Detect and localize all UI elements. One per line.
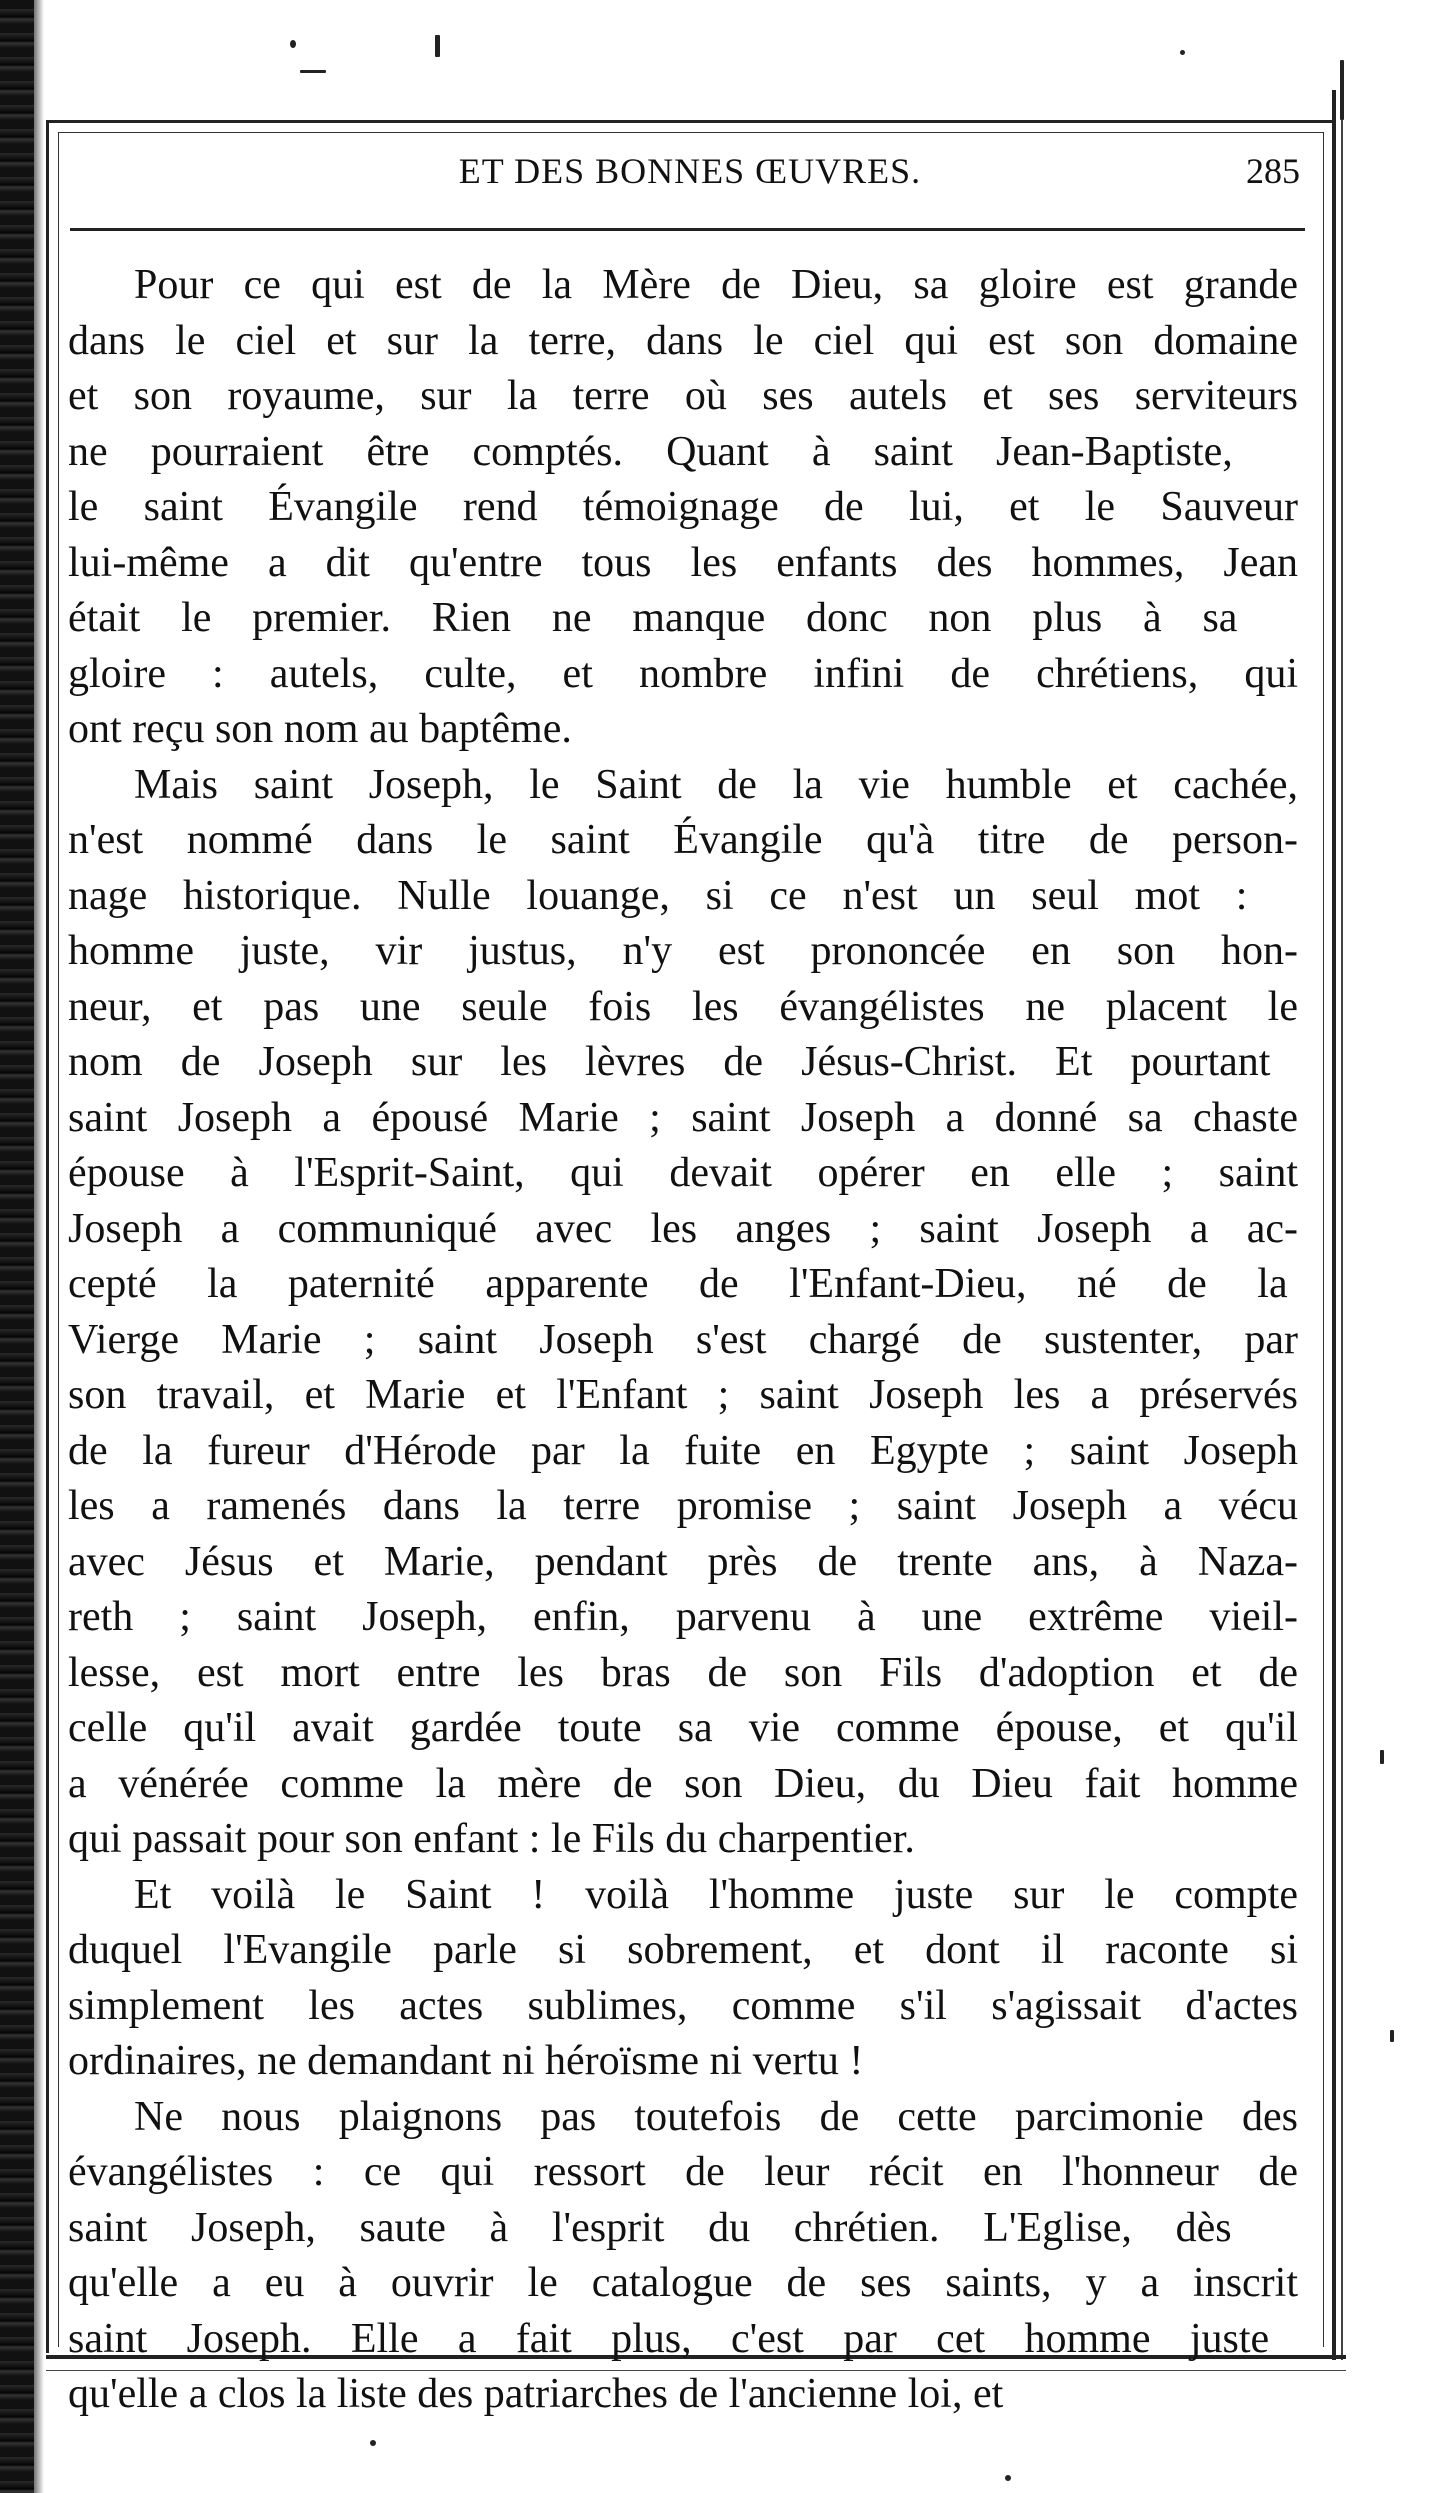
text-line: dans le ciel et sur la terre, dans le ciel qui est son domaine [68, 317, 1298, 364]
text-line: n'est nommé dans le saint Évangile qu'à titre de person- [68, 817, 1298, 863]
text-line: Ne nous plaignons pas toutefois de cette parcimonie des [134, 2093, 1298, 2140]
text-line: Et voilà le Saint ! voilà l'homme juste sur le compte [134, 1871, 1298, 1918]
print-speck [1180, 50, 1185, 55]
text-line: neur, et pas une seule fois les évangélistes ne placent le [68, 983, 1298, 1030]
text-line: de la fureur d'Hérode par la fuite en Egypte ; saint Joseph [68, 1427, 1298, 1474]
text-line: épouse à l'Esprit-Saint, qui devait opérer en elle ; saint [68, 1150, 1298, 1196]
book-spine-shadow [0, 0, 34, 2493]
text-line: gloire : autels, culte, et nombre infini de chrétiens, qui [68, 650, 1298, 697]
text-line: Vierge Marie ; saint Joseph s'est chargé de sustenter, par [68, 1316, 1298, 1363]
print-speck [300, 70, 326, 73]
text-line: qu'elle a eu à ouvrir le catalogue de ses saints, y a inscrit [68, 2260, 1298, 2306]
text-line: qu'elle a clos la liste des patriarches de l'ancienne loi, et [68, 2371, 1004, 2417]
print-speck [435, 35, 440, 57]
right-border-rule [1332, 90, 1336, 2360]
text-line: était le premier. Rien ne manque donc non plus à sa [68, 595, 1238, 641]
text-line: lui-même a dit qu'entre tous les enfants des hommes, Jean [68, 539, 1298, 586]
print-speck [370, 2440, 376, 2446]
body-text [68, 258, 1298, 2423]
text-line: lesse, est mort entre les bras de son Fils d'adoption et de [68, 1649, 1298, 1696]
text-line: avec Jésus et Marie, pendant près de trente ans, à Naza- [68, 1538, 1298, 1585]
text-line: celle qu'il avait gardée toute sa vie comme épouse, et qu'il [68, 1705, 1298, 1751]
page-number: 285 [1246, 151, 1300, 191]
text-line: duquel l'Evangile parle si sobrement, et dont il raconte si [68, 1927, 1298, 1973]
text-line: saint Joseph, saute à l'esprit du chrétien. L'Eglise, dès [68, 2204, 1232, 2251]
text-line: reth ; saint Joseph, enfin, parvenu à une extrême vieil- [68, 1594, 1298, 1640]
print-speck [1005, 2475, 1011, 2481]
text-line: évangélistes : ce qui ressort de leur récit en l'honneur de [68, 2149, 1298, 2195]
text-line: le saint Évangile rend témoignage de lui, et le Sauveur [68, 484, 1298, 530]
text-line: ont reçu son nom au baptême. [68, 706, 572, 752]
running-title: ET DES BONNES ŒUVRES. [458, 151, 922, 191]
text-line: simplement les actes sublimes, comme s'il s'agissait d'actes [68, 1982, 1298, 2029]
header-rule [70, 228, 1305, 231]
running-header [70, 150, 1310, 200]
text-line: ordinaires, ne demandant ni héroïsme ni vertu ! [68, 2038, 864, 2084]
text-line: nom de Joseph sur les lèvres de Jésus-Christ. Et pourtant [68, 1039, 1271, 1085]
spine-edge-shadow [34, 0, 44, 2493]
text-line: a vénérée comme la mère de son Dieu, du Dieu fait homme [68, 1760, 1298, 1807]
text-line: homme juste, vir justus, n'y est prononcée en son hon- [68, 928, 1298, 974]
text-line: cepté la paternité apparente de l'Enfant-Dieu, né de la [68, 1261, 1288, 1307]
text-line: son travail, et Marie et l'Enfant ; saint Joseph les a préservés [68, 1372, 1298, 1418]
print-speck [1380, 1750, 1384, 1764]
text-line: les a ramenés dans la terre promise ; saint Joseph a vécu [68, 1483, 1298, 1529]
print-speck [1390, 2030, 1394, 2042]
print-speck [290, 40, 296, 48]
text-line: saint Joseph. Elle a fait plus, c'est par cet homme juste [68, 2315, 1270, 2362]
text-line: qui passait pour son enfant : le Fils du charpentier. [68, 1816, 915, 1862]
print-speck [1340, 60, 1344, 120]
text-line: et son royaume, sur la terre où ses autels et ses serviteurs [68, 373, 1298, 419]
text-line: Joseph a communiqué avec les anges ; saint Joseph a ac- [68, 1205, 1298, 1252]
right-border-rule-inner [1341, 120, 1343, 2360]
text-line: Pour ce qui est de la Mère de Dieu, sa gloire est grande [134, 262, 1298, 308]
text-line: nage historique. Nulle louange, si ce n'est un seul mot : [68, 872, 1248, 919]
text-line: ne pourraient être comptés. Quant à saint Jean-Baptiste, [68, 428, 1233, 475]
text-line: saint Joseph a épousé Marie ; saint Joseph a donné sa chaste [68, 1094, 1298, 1141]
text-line: Mais saint Joseph, le Saint de la vie humble et cachée, [134, 761, 1298, 808]
